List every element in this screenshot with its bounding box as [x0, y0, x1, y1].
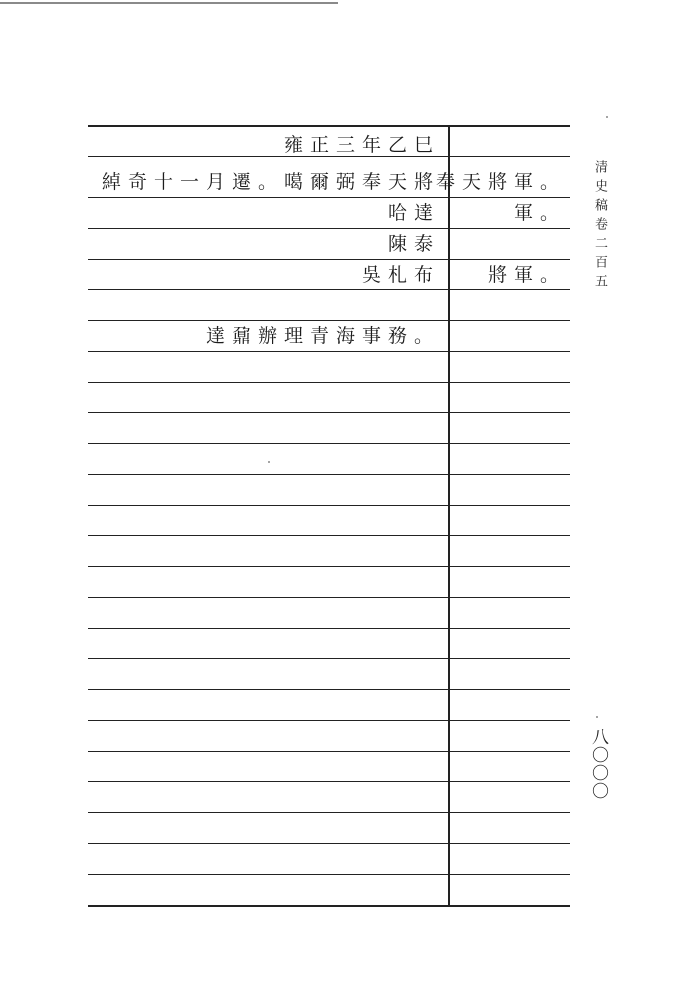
rule-line — [88, 443, 570, 444]
rule-line — [88, 597, 570, 598]
rule-line — [88, 197, 570, 198]
rule-line — [88, 505, 570, 506]
rule-line — [88, 535, 570, 536]
rule-line — [88, 412, 570, 413]
rule-line — [88, 351, 570, 352]
speck — [596, 716, 598, 718]
speck — [268, 461, 270, 463]
rule-line — [88, 658, 570, 659]
row-2-right: 奉天將軍。 — [435, 171, 566, 193]
row-3-left: 哈達 — [387, 202, 440, 224]
speck — [606, 116, 608, 118]
rule-line — [88, 474, 570, 475]
rule-line — [88, 781, 570, 782]
row-7-left: 達鼐辦理青海事務。 — [205, 325, 440, 347]
running-head: 清史稿卷二百五 — [592, 160, 607, 293]
rule-line — [88, 689, 570, 690]
row-4-left: 陳泰 — [387, 233, 440, 255]
rule-line — [88, 382, 570, 383]
rule-line — [88, 566, 570, 567]
row-5-right: 將軍。 — [487, 264, 566, 286]
page-number: 八〇〇〇 — [588, 728, 608, 800]
row-5-left: 吳札布 — [361, 264, 440, 286]
rule-line — [88, 751, 570, 752]
row-3-right: 軍。 — [513, 202, 566, 224]
rule-line — [88, 125, 570, 127]
rule-line — [88, 720, 570, 721]
rule-line — [88, 228, 570, 229]
rule-line — [88, 905, 570, 907]
column-divider — [448, 125, 450, 905]
top-rule — [0, 2, 338, 4]
row-2-left: 綽奇十一月遷。噶爾弼奉天將 — [101, 171, 440, 193]
rule-line — [88, 843, 570, 844]
rule-line — [88, 874, 570, 875]
row-1-left: 雍正三年乙巳 — [283, 134, 440, 156]
rule-line — [88, 812, 570, 813]
table-grid — [88, 125, 570, 910]
rule-line — [88, 628, 570, 629]
